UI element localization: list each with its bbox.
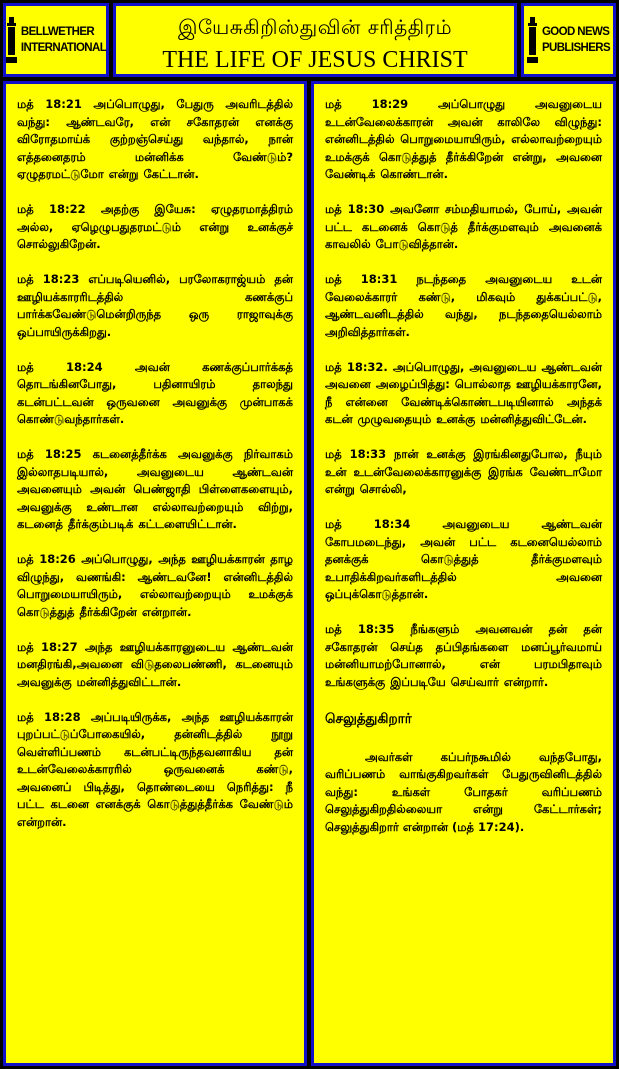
lamp-logo-icon [6, 17, 17, 63]
verse-paragraph: மத் 18:29 அப்பொழுது அவனுடைய உடன்வேலைக்காரன் அவன் காலிலே விழுந்து: என்னிடத்தில் பொறுமையாயிரும், எல்லாவற்றையும் உமக்குக் கொடுத்துத் தீர்க்கிறேன் என்று, அவனை வேண்டிக் கொண்டான். [325, 97, 602, 181]
verse-paragraph: மத் 18:24 அவன் கணக்குப்பார்க்கத் தொடங்கினபோது, பதினாயிரம் தாலந்து கடன்பட்டவன் ஒருவனை அவனுக்கு முன்பாகக் கொண்டுவந்தார்கள். [17, 359, 293, 426]
verse-paragraph: மத் 18:27 அந்த ஊழியக்காரனுடைய ஆண்டவன் மனதிரங்கி,அவனை விடுதலைபண்ணி, கடனையும் அவனுக்கு மன்னித்துவிட்டான். [17, 639, 293, 689]
lamp-logo-icon [527, 17, 538, 63]
page-title-tamil: இயேசுகிறிஸ்துவின் சரித்திரம் [177, 15, 453, 39]
verse-paragraph: மத் 18:21 அப்பொழுது, பேதுரு அவரிடத்தில் வந்து: ஆண்டவரே, என் சகோதரன் எனக்கு விரோதமாய்க் குற்றஞ்செய்து வந்தால், நான் எத்தனைதரம் மன்னிக்க வேண்டும்? ஏழுதரமட்டுமோ என்று கேட்டான். [17, 97, 293, 181]
verse-paragraph: மத் 18:35 நீங்களும் அவனவன் தன் தன் சகோதரன் செய்த தப்பிதங்களை மனப்பூர்வமாய் மன்னியாமற்போனால், என் பரமபிதாவும் உங்களுக்கு இப்படியே செய்வார் என்றார். [325, 622, 602, 689]
publisher-name-right [542, 24, 610, 56]
verse-paragraph: மத் 18:34 அவனுடைய ஆண்டவன் கோபமடைந்து, அவன் பட்ட கடனையெல்லாம் தனக்குக் கொடுத்துத் தீர்க்குமளவும் உபாதிக்கிறவர்களிடத்தில் அவனை ஒப்புக்கொடுத்தான். [325, 517, 602, 601]
right-text-column [311, 81, 616, 1066]
verse-paragraph: மத் 18:25 கடனைத்தீர்க்க அவனுக்கு நிர்வாகம் இல்லாதபடியால், அவனுடைய ஆண்டவன் அவனையும் அவன் பெண்ஜாதி பிள்ளைகளையும், அவனுக்கு உண்டான எல்லாவற்றையும் விற்று, கடனைத் தீர்க்கும்படிக் கட்டளையிட்டான். [17, 447, 293, 531]
publisher-name-line: BELLWETHER [20, 26, 95, 38]
section-paragraph: அவர்கள் கப்பர்நகூமில் வந்தபோது, வரிப்பணம் வாங்குகிறவர்கள் பேதுருவினிடத்தில் வந்து: உங்கள் போதகர் வரிப்பணம் செலுத்துகிறதில்லையா என்று கேட்டார்கள்; செலுத்துகிறார் என்றான் (மத் 17:24). [325, 749, 602, 834]
publisher-logo-left [3, 3, 109, 77]
verse-paragraph: மத் 18:30 அவனோ சம்மதியாமல், போய், அவன் பட்ட கடனைக் கொடுத் தீர்க்குமளவும் அவனைக் காவலில் போடுவித்தான். [325, 202, 602, 251]
page-title-english: THE LIFE OF JESUS CHRIST [162, 47, 468, 73]
title-banner [113, 3, 517, 77]
publisher-name-left [21, 24, 106, 56]
section-heading: செலுத்துகிறார் [325, 710, 412, 727]
publisher-name-line: GOOD NEWS [541, 26, 610, 38]
verse-paragraph: மத் 18:32. அப்பொழுது, அவனுடைய ஆண்டவன் அவனை அழைப்பித்து: பொல்லாத ஊழியக்காரனே, நீ என்னை வேண்டிக்கொண்டபடியினால் அந்தக் கடன் முழுவதையும் உனக்கு மன்னித்துவிட்டேன். [325, 359, 602, 426]
verse-paragraph: மத் 18:26 அப்பொழுது, அந்த ஊழியக்காரன் தாழ விழுந்து, வணங்கி: ஆண்டவனே! என்னிடத்தில் பொறுமையாயிரும், எல்லாவற்றையும் உமக்குக் கொடுத்துத் தீர்க்கிறேன் என்றான். [17, 552, 293, 619]
publisher-name-line: INTERNATIONAL [20, 42, 107, 54]
verse-paragraph: மத் 18:28 அப்படியிருக்க, அந்த ஊழியக்காரன் புறப்பட்டுப்போகையில், தன்னிடத்தில் நூறு வெள்ளிப்பணம் கடன்பட்டிருந்தவனாகிய தன் உடன்வேலைக்காரரில் ஒருவனைக் கண்டு, அவனைப் பிடித்து, தொண்டையை நெரித்து: நீ பட்ட கடனை எனக்குக் கொடுத்துத்தீர்க்க வேண்டும் என்றான். [17, 709, 293, 829]
publisher-name-line: PUBLISHERS [541, 42, 611, 54]
verse-paragraph: மத் 18:33 நான் உனக்கு இரங்கினதுபோல, நீயும் உன் உடன்வேலைக்காரனுக்கு இரங்க வேண்டாமோ என்று சொல்லி, [325, 447, 602, 496]
verse-paragraph: மத் 18:31 நடந்ததை அவனுடைய உடன் வேலைக்காரர் கண்டு, மிகவும் துக்கப்பட்டு, ஆண்டவனிடத்தில் வந்து, நடந்ததையெல்லாம் அறிவித்தார்கள். [325, 272, 602, 339]
publisher-logo-right [521, 3, 616, 77]
verse-paragraph: மத் 18:22 அதற்கு இயேசு: ஏழுதரமாத்திரம் அல்ல, ஏழெழுபதுதரமட்டும் என்று உனக்குச் சொல்லுகிறேன். [17, 202, 293, 251]
verse-paragraph: மத் 18:23 எப்படியெனில், பரலோகராஜ்யம் தன் ஊழியக்காரரிடத்தில் கணக்குப் பார்க்கவேண்டுமென்றிருந்த ஒரு ராஜாவுக்கு ஒப்பாயிருக்கிறது. [17, 272, 293, 339]
left-text-column [3, 81, 307, 1066]
